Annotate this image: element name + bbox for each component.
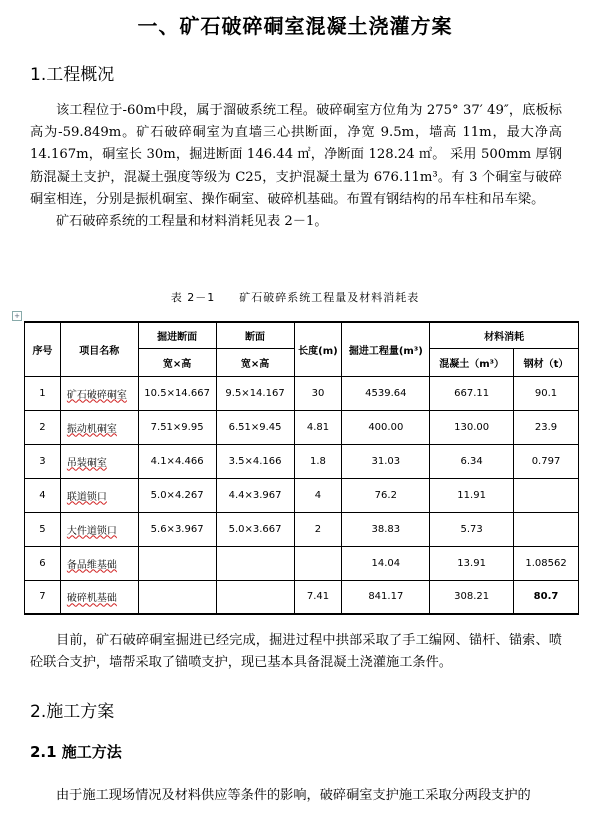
- cell-section: [216, 546, 294, 580]
- cell-name: 吊装硐室: [60, 444, 138, 478]
- cell-volume: 38.83: [342, 512, 430, 546]
- cell-seq: 2: [25, 410, 61, 444]
- progress-paragraph-block: [30, 630, 562, 674]
- section-2-1-heading: 2.1 施工方法: [30, 743, 122, 761]
- cell-volume: 76.2: [342, 478, 430, 512]
- cell-concrete: 6.34: [430, 444, 514, 478]
- section-2-heading: 2.施工方案: [30, 702, 115, 722]
- paragraph-progress: 目前，矿石破碎硐室掘进已经完成，掘进过程中拱部采取了手工编网、锚杆、锚索、喷砼联合支护，墙帮采取了锚喷支护，现已基本具备混凝土浇灌施工条件。: [30, 633, 562, 671]
- cell-length: 30: [294, 376, 342, 410]
- cell-length: 4: [294, 478, 342, 512]
- cell-concrete: 11.91: [430, 478, 514, 512]
- section-1-body: [30, 100, 562, 233]
- cell-length: 2: [294, 512, 342, 546]
- cell-name: 备品维基础: [60, 546, 138, 580]
- cell-volume: 841.17: [342, 580, 430, 614]
- table-row: [25, 478, 579, 512]
- cell-length: 4.81: [294, 410, 342, 444]
- cell-seq: 4: [25, 478, 61, 512]
- paragraph-table-reference: 矿石破碎系统的工程量和材料消耗见表 2－1。: [56, 214, 328, 230]
- header-steel: 钢材（t）: [514, 348, 579, 376]
- section-1-heading: 1.工程概况: [30, 65, 115, 85]
- cell-section: 6.51×9.45: [216, 410, 294, 444]
- paragraph-method: 由于施工现场情况及材料供应等条件的影响，破碎硐室支护施工采取分两段支护的: [56, 788, 531, 803]
- table-row: [25, 580, 579, 614]
- cell-volume: 31.03: [342, 444, 430, 478]
- header-section-wh: 宽×高: [216, 348, 294, 376]
- cell-steel: [514, 512, 579, 546]
- cell-section: 4.4×3.967: [216, 478, 294, 512]
- table-row: [25, 546, 579, 580]
- header-length: 长度(m): [294, 322, 342, 376]
- cell-section: 5.0×3.667: [216, 512, 294, 546]
- table-row: [25, 376, 579, 410]
- cell-name: 破碎机基础: [60, 580, 138, 614]
- cell-excavation: [138, 546, 216, 580]
- cell-name: 联道锁口: [60, 478, 138, 512]
- header-excavation-wh: 宽×高: [138, 348, 216, 376]
- cell-steel: 90.1: [514, 376, 579, 410]
- cell-steel: 80.7: [514, 580, 579, 614]
- header-excavation: 掘进断面: [138, 322, 216, 348]
- header-seq: 序号: [25, 322, 61, 376]
- cell-seq: 7: [25, 580, 61, 614]
- materials-table: [24, 321, 579, 615]
- header-section: 断面: [216, 322, 294, 348]
- header-concrete: 混凝土（m³）: [430, 348, 514, 376]
- cell-section: 3.5×4.166: [216, 444, 294, 478]
- table-row: [25, 512, 579, 546]
- cell-length: 1.8: [294, 444, 342, 478]
- table-row: [25, 410, 579, 444]
- cell-seq: 6: [25, 546, 61, 580]
- cell-concrete: 130.00: [430, 410, 514, 444]
- cell-steel: [514, 478, 579, 512]
- table-move-handle-icon[interactable]: +: [12, 311, 22, 321]
- cell-length: [294, 546, 342, 580]
- cell-section: [216, 580, 294, 614]
- cell-excavation: 5.6×3.967: [138, 512, 216, 546]
- cell-concrete: 667.11: [430, 376, 514, 410]
- cell-seq: 5: [25, 512, 61, 546]
- cell-excavation: [138, 580, 216, 614]
- cell-excavation: 5.0×4.267: [138, 478, 216, 512]
- cell-section: 9.5×14.167: [216, 376, 294, 410]
- header-name: 项目名称: [60, 322, 138, 376]
- cell-volume: 400.00: [342, 410, 430, 444]
- cell-name: 振动机硐室: [60, 410, 138, 444]
- cell-steel: 0.797: [514, 444, 579, 478]
- section-2-body: [30, 785, 562, 807]
- cell-excavation: 10.5×14.667: [138, 376, 216, 410]
- cell-concrete: 13.91: [430, 546, 514, 580]
- header-volume: 掘进工程量(m³): [342, 322, 430, 376]
- cell-excavation: 4.1×4.466: [138, 444, 216, 478]
- cell-steel: 23.9: [514, 410, 579, 444]
- table-caption: 表 2－1 矿石破碎系统工程量及材料消耗表: [170, 291, 420, 304]
- paragraph-overview: 该工程位于-60m中段，属于溜破系统工程。破碎硐室方位角为 275° 37′ 49″，底板标高为-59.849m。矿石破碎硐室为直墙三心拱断面，净宽 9.5m，墙高 11m，最大净高 14.167m，硐室长 30m，掘进断面 146.44 ㎡，净断面 128.24 ㎡。 采用 500mm 厚钢筋混凝土支护，混凝土强度等级为 C25，支护混凝土量为 676.11m³。有 3 个硐室与破碎硐室相连，分别是振机硐室、操作硐室、破碎机基础。布置有钢结构的吊车柱和吊车梁。: [30, 103, 562, 207]
- cell-seq: 3: [25, 444, 61, 478]
- document-title: 一、矿石破碎硐室混凝土浇灌方案: [137, 14, 453, 38]
- cell-excavation: 7.51×9.95: [138, 410, 216, 444]
- cell-name: 大件道锁口: [60, 512, 138, 546]
- table-row: [25, 444, 579, 478]
- cell-length: 7.41: [294, 580, 342, 614]
- cell-concrete: 5.73: [430, 512, 514, 546]
- cell-name: 矿石破碎硐室: [60, 376, 138, 410]
- cell-seq: 1: [25, 376, 61, 410]
- cell-steel: 1.08562: [514, 546, 579, 580]
- cell-concrete: 308.21: [430, 580, 514, 614]
- cell-volume: 14.04: [342, 546, 430, 580]
- cell-volume: 4539.64: [342, 376, 430, 410]
- header-materials: 材料消耗: [430, 322, 579, 348]
